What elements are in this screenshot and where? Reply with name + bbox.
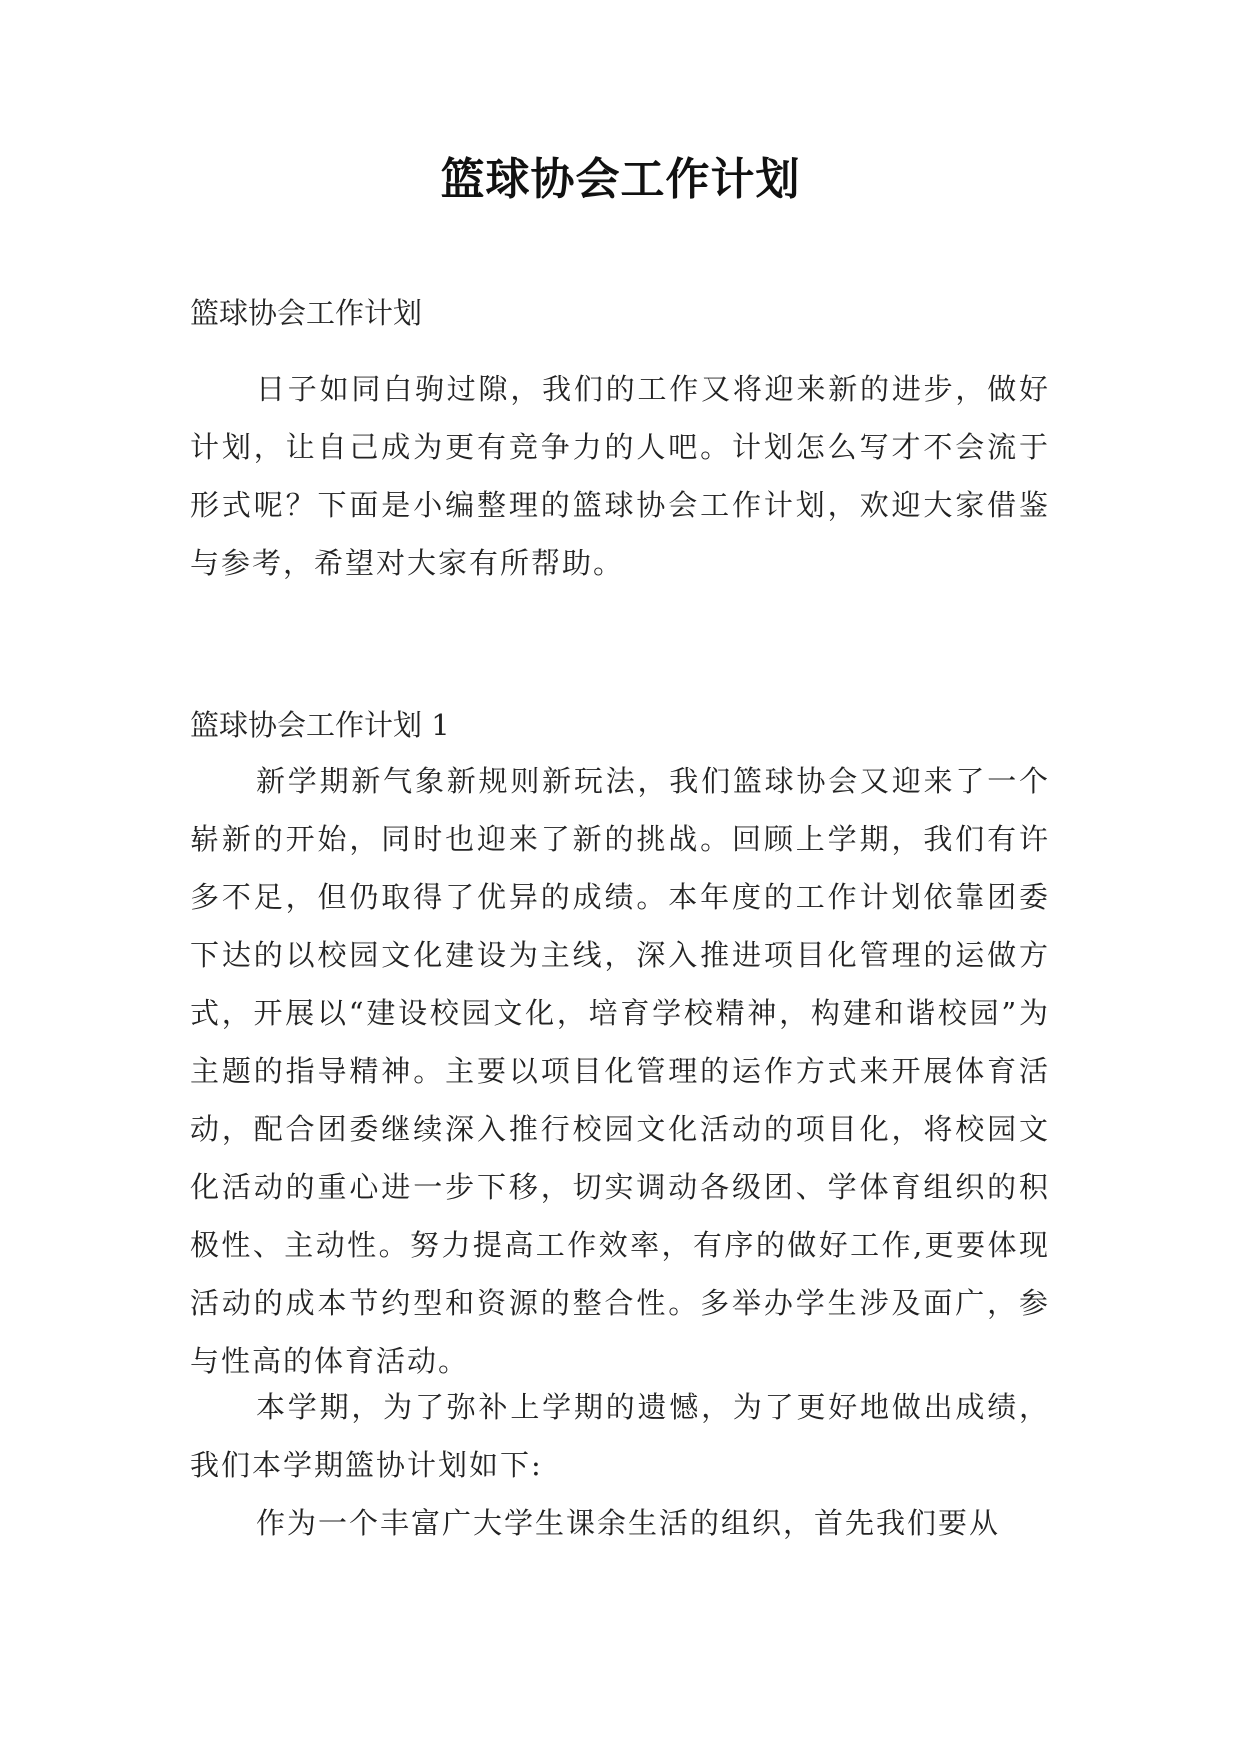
- body-paragraph-1: 新学期新气象新规则新玩法，我们篮球协会又迎来了一个崭新的开始，同时也迎来了新的挑战。回顾上学期，我们有许多不足，但仍取得了优异的成绩。本年度的工作计划依靠团委下达的以校园文化建设为主线，深入推进项目化管理的运做方式，开展以“建设校园文化，培育学校精神，构建和谐校园”为主题的指导精神。主要以项目化管理的运作方式来开展体育活动，配合团委继续深入推行校园文化活动的项目化，将校园文化活动的重心进一步下移，切实调动各级团、学体育组织的积极性、主动性。努力提高工作效率，有序的做好工作,更要体现活动的成本节约型和资源的整合性。多举办学生涉及面广，参与性高的体育活动。: [190, 764, 1050, 1378]
- document-subtitle: 篮球协会工作计划: [190, 296, 423, 330]
- body-paragraph-2: 本学期，为了弥补上学期的遗憾，为了更好地做出成绩，我们本学期篮协计划如下:: [190, 1390, 1050, 1482]
- body-paragraph-3: 作为一个丰富广大学生课余生活的组织，首先我们要从: [256, 1506, 1001, 1540]
- intro-paragraph: 日子如同白驹过隙，我们的工作又将迎来新的进步，做好计划，让自己成为更有竞争力的人吧。计划怎么写才不会流于形式呢？下面是小编整理的篮球协会工作计划，欢迎大家借鉴与参考，希望对大家有所帮助。: [190, 372, 1050, 580]
- section-heading: 篮球协会工作计划 1: [190, 708, 450, 742]
- document-title: 篮球协会工作计划: [440, 154, 801, 205]
